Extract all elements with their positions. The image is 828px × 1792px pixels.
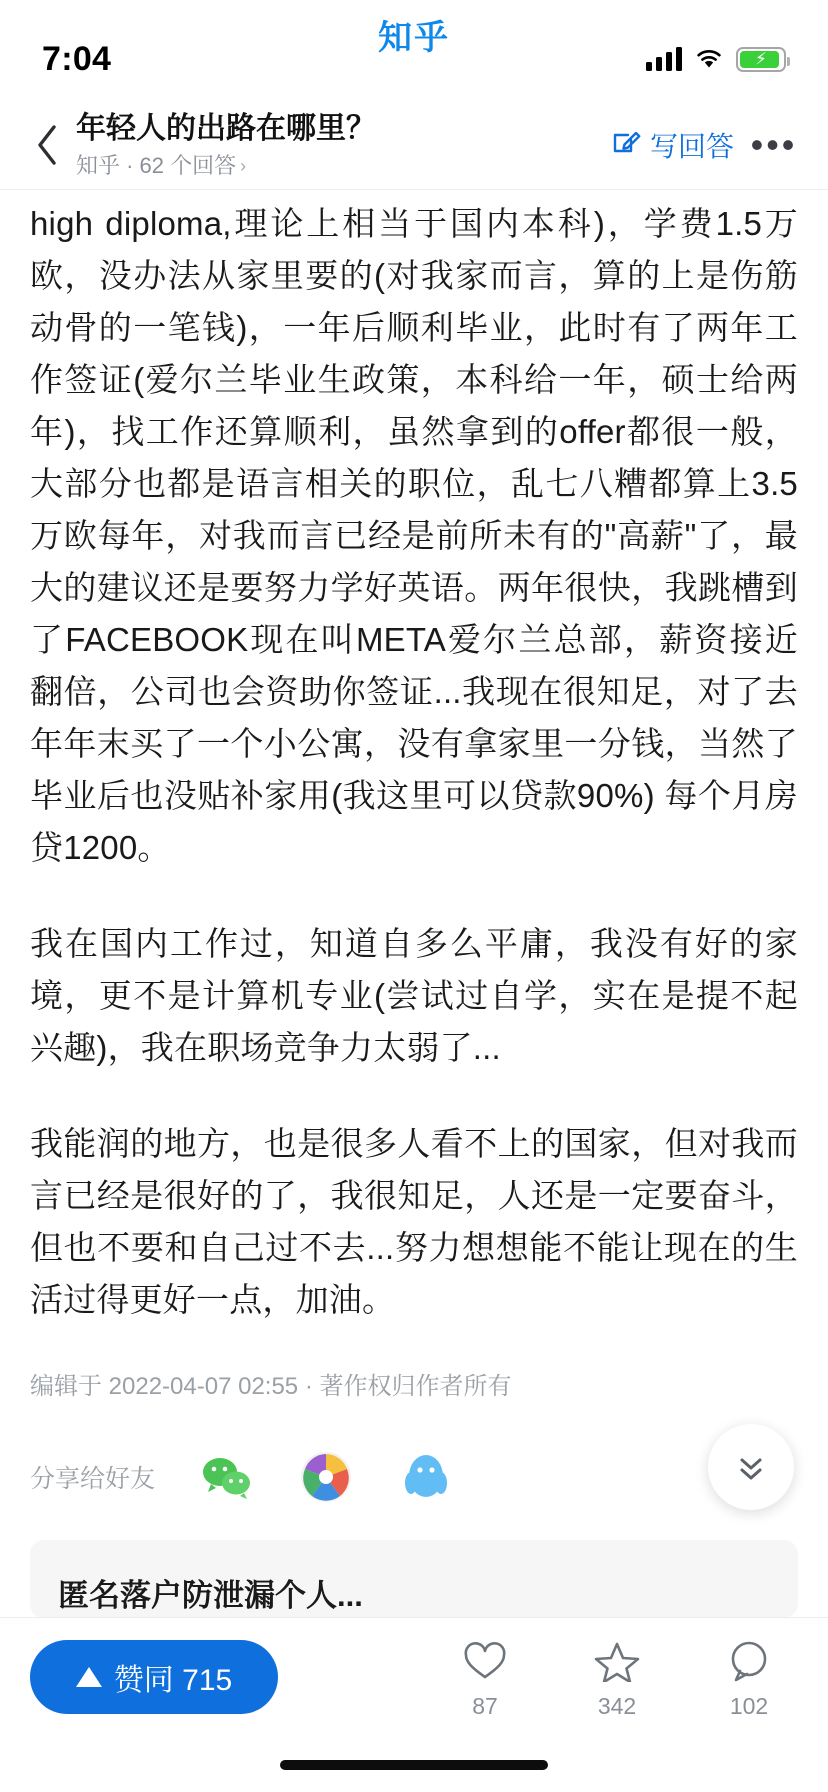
- star-icon: [594, 1640, 640, 1687]
- more-options-button[interactable]: •••: [750, 123, 798, 165]
- page-header: [0, 100, 828, 190]
- share-row: [30, 1448, 798, 1532]
- status-time: 7:04: [42, 39, 112, 78]
- wifi-icon: [694, 47, 724, 71]
- comment-action[interactable]: [712, 1640, 786, 1720]
- qzone-icon[interactable]: [297, 1448, 355, 1506]
- favorite-count: 342: [597, 1693, 637, 1719]
- chevron-right-icon: ›: [240, 155, 247, 176]
- wechat-icon[interactable]: [197, 1448, 255, 1506]
- question-source-link[interactable]: [76, 153, 605, 179]
- favorite-action[interactable]: [580, 1640, 654, 1720]
- answer-paragraph: 我在国内工作过，知道自多么平庸，我没有好的家境，更不是计算机专业(尝试过自学，实在是提不起兴趣)，我在职场竞争力太弱了...: [30, 925, 798, 1066]
- page-title: 年轻人的出路在哪里？: [76, 111, 376, 145]
- answer-paragraph: 我能润的地方，也是很多人看不上的国家，但对我而言已经是很好的了，我很知足，人还是一定要奋斗，但也不要和自己过不去...努力想想能不能让现在的生活过得更好一点，加油。: [30, 1125, 798, 1318]
- write-answer-button[interactable]: [605, 125, 740, 165]
- battery-charging-icon: ⚡: [736, 47, 786, 72]
- qq-icon[interactable]: [397, 1448, 455, 1506]
- back-button[interactable]: [24, 115, 70, 175]
- upvote-label: 赞同 715: [113, 1664, 233, 1697]
- compose-icon: [611, 126, 641, 163]
- upvote-triangle-icon: [76, 1667, 102, 1687]
- chevron-left-icon: [34, 123, 60, 167]
- like-action[interactable]: [448, 1640, 522, 1720]
- heart-icon: [462, 1640, 508, 1687]
- next-answer-card[interactable]: 匿名落户防泄漏个人...: [30, 1540, 798, 1617]
- like-count: 87: [472, 1693, 498, 1719]
- status-bar: [0, 0, 828, 100]
- chevron-double-down-icon: [731, 1447, 771, 1487]
- share-label: 分享给好友: [30, 1465, 156, 1493]
- app-brand-label: 知乎: [378, 19, 450, 57]
- answer-scroll-area[interactable]: [0, 190, 828, 1617]
- comment-count: 102: [729, 1693, 769, 1719]
- write-answer-label: 写回答: [649, 130, 734, 162]
- header-text-group: [70, 111, 605, 179]
- bottom-actions: [448, 1640, 798, 1720]
- scroll-down-button[interactable]: [708, 1424, 794, 1510]
- answer-paragraph: high diploma,理论上相当于国内本科)，学费1.5万欧，没办法从家里要的(对我家而言，算的上是伤筋动骨的一笔钱)，一年后顺利毕业，此时有了两年工作签证(爱尔兰毕业生政策，本科给一年，硕士给两年)，找工作还算顺利，虽然拿到的offer都很一般，大部分也都是语言相关的职位，乱七八糟都算上3.5万欧每年，对我而言已经是前所未有的"高薪"了，最大的建议还是要努力学好英语。两年很快，我跳槽到了FACEBOOK现在叫META爱尔兰总部，薪资接近翻倍，公司也会资助你签证...我现在很知足，对了去年年末买了一个小公寓，没有拿家里一分钱，当然了毕业后也没贴补家用(我这里可以贷款90%) 每个月房贷1200。: [30, 205, 798, 866]
- answer-meta: 编辑于 2022-04-07 02:55 · 著作权归作者所有: [30, 1373, 512, 1400]
- upvote-button[interactable]: [30, 1640, 278, 1714]
- question-source-label: 知乎 · 62 个回答: [76, 152, 237, 178]
- answer-body: [30, 190, 798, 1326]
- home-indicator: [280, 1760, 548, 1770]
- comment-icon: [726, 1640, 772, 1687]
